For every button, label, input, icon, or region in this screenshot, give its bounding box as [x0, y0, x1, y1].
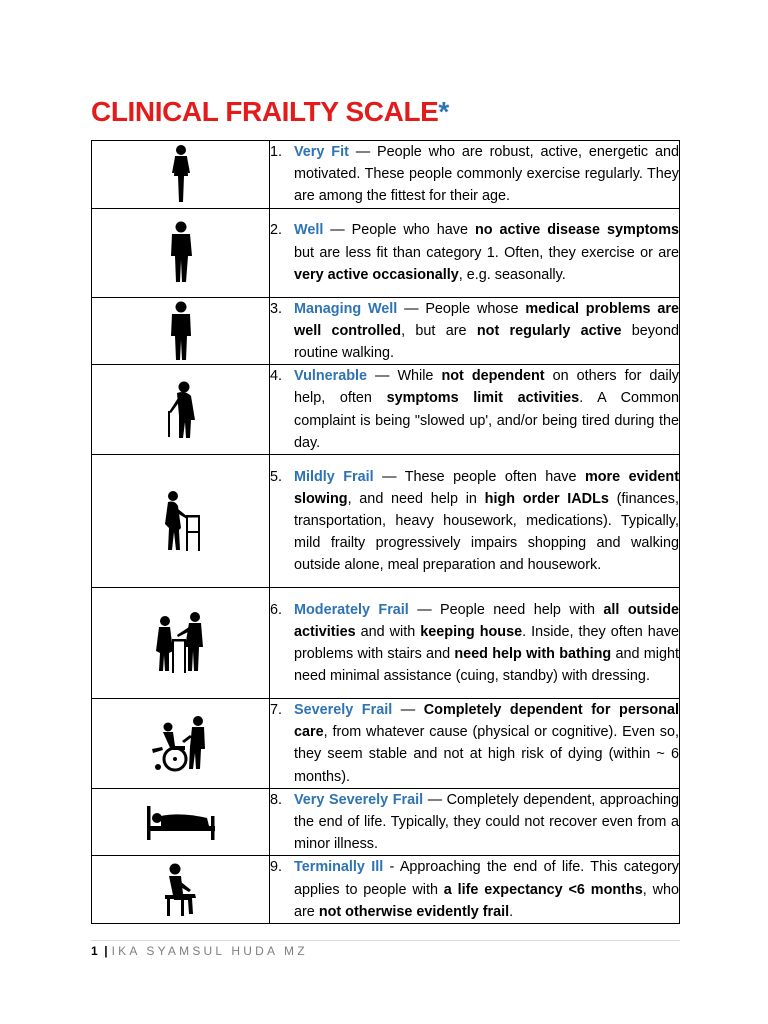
category-text: Very Severely Frail — Completely dependent, approaching the end of life. Typically, they could not recover even from a minor illness.	[294, 791, 679, 853]
category-text: Managing Well — People whose medical problems are well controlled, but are not regularly active beyond routine walking.	[294, 300, 680, 362]
category-name: Very Fit	[294, 144, 349, 160]
figure-cell	[92, 365, 270, 455]
figure-cell	[92, 141, 270, 209]
standing-person-icon	[161, 301, 201, 361]
footer-divider	[91, 940, 680, 941]
category-number: 9.	[270, 859, 283, 876]
scale-row-7	[92, 699, 680, 789]
scale-row-9	[92, 856, 680, 924]
scale-row-3	[92, 297, 680, 365]
title-asterisk: *	[438, 96, 449, 127]
category-number: 8.	[270, 791, 283, 808]
page-footer	[91, 944, 308, 958]
person-in-wheelchair-icon	[146, 713, 216, 773]
category-number: 6.	[270, 601, 283, 618]
description-cell	[270, 588, 680, 699]
figure-cell	[92, 856, 270, 924]
category-number: 7.	[270, 702, 283, 719]
footer-author: IKA SYAMSUL HUDA MZ	[111, 944, 308, 958]
category-name: Vulnerable	[294, 368, 368, 385]
seated-person-icon	[159, 862, 203, 918]
figure-cell	[92, 297, 270, 365]
person-in-bed-icon	[143, 802, 219, 842]
category-text: Mildly Frail — These people often have more evident slowing, and need help in high order IADLs (finances, transportation, heavy housework, medications). Typically, mild frailty progressively impairs shopping and walking outside alone, meal preparation and housework.	[294, 468, 680, 574]
category-text: Terminally Ill - Approaching the end of life. This category applies to people with a life expectancy <6 months, who are not otherwise evidently frail.	[294, 859, 679, 920]
description-cell	[270, 141, 680, 209]
scale-row-4	[92, 365, 680, 455]
category-name: Terminally Ill	[294, 859, 384, 876]
category-name: Severely Frail	[294, 702, 393, 719]
category-name: Very Severely Frail	[294, 791, 424, 808]
category-text: Moderately Frail — People need help with all outside activities and with keeping house. Inside, they often have problems with stairs and need help with bathing and might need minimal assistance (cuing, standby) with dressing.	[294, 601, 679, 685]
category-name: Well	[294, 222, 324, 239]
scale-row-1	[92, 141, 680, 209]
page-title	[91, 96, 449, 128]
category-text: Well — People who have no active disease symptoms but are less fit than category 1. Often, they exercise or are very active occasionally, e.g. seasonally.	[294, 222, 680, 283]
footer-separator: |	[104, 944, 108, 958]
figure-cell	[92, 699, 270, 789]
person-with-walker-icon	[156, 489, 206, 553]
person-with-cane-icon	[159, 380, 203, 440]
category-name: Mildly Frail	[294, 468, 374, 485]
scale-row-8	[92, 788, 680, 856]
page-number: 1	[91, 944, 98, 958]
figure-cell	[92, 788, 270, 856]
description-cell	[270, 856, 680, 924]
figure-cell	[92, 208, 270, 297]
figure-cell	[92, 455, 270, 588]
person-assisted-walking-icon	[151, 611, 211, 675]
category-number: 3.	[270, 300, 283, 317]
category-name: Moderately Frail	[294, 601, 409, 618]
description-cell	[270, 208, 680, 297]
description-cell	[270, 699, 680, 789]
description-cell	[270, 365, 680, 455]
category-text: Severely Frail — Completely dependent for personal care, from whatever cause (physical or cognitive). Even so, they seem stable and not at high risk of dying (within ~ 6 months).	[294, 702, 680, 785]
category-number: 5.	[270, 468, 283, 485]
description-cell	[270, 455, 680, 588]
page-title-text: CLINICAL FRAILTY SCALE	[91, 96, 439, 127]
figure-cell	[92, 588, 270, 699]
category-number: 4.	[270, 368, 283, 385]
category-number: 2.	[270, 222, 283, 239]
category-text: Vulnerable — While not dependent on others for daily help, often symptoms limit activities. A Common complaint is being "slowed up', and/or being tired during the day.	[294, 368, 679, 451]
scale-row-2	[92, 208, 680, 297]
frailty-scale-table	[91, 140, 680, 924]
category-name: Managing Well	[294, 300, 398, 317]
description-cell	[270, 788, 680, 856]
scale-row-6	[92, 588, 680, 699]
scale-row-5	[92, 455, 680, 588]
walking-person-icon	[161, 221, 201, 285]
description-cell	[270, 297, 680, 365]
standing-person-icon	[161, 144, 201, 204]
category-text: Very Fit — People who are robust, active, energetic and motivated. These people commonly exercise regularly. They are among the fittest for their age.	[294, 144, 679, 205]
category-number: 1.	[270, 144, 283, 160]
